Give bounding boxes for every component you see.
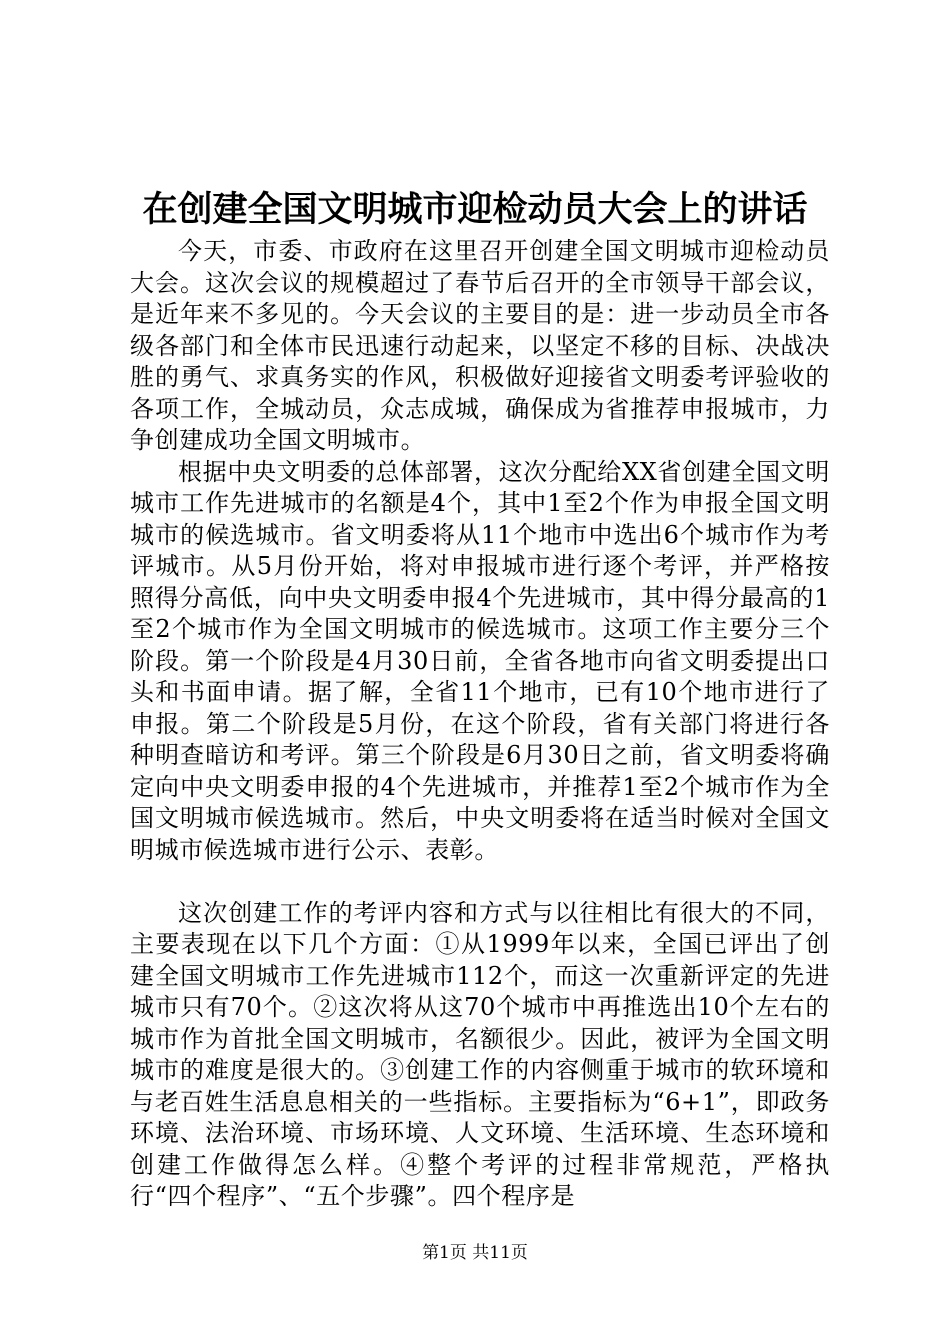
paragraph-2: 根据中央文明委的总体部署，这次分配给XX省创建全国文明城市工作先进城市的名额是4个，其中1至2个作为申报全国文明城市的候选城市。省文明委将从11个地市中选出6个城市作为考评城市。从5月份开始，将对申报城市进行逐个考评，并严格按照得分高低，向中央文明委申报4个先进城市，其中得分最高的1至2个城市作为全国文明城市的候选城市。这项工作主要分三个阶段。第一个阶段是4月30日前，全省各地市向省文明委提出口头和书面申请。据了解，全省11个地市，已有10个地市进行了申报。第二个阶段是5月份，在这个阶段，省有关部门将进行各种明查暗访和考评。第三个阶段是6月30日之前，省文明委将确定向中央文明委申报的4个先进城市，并推荐1至2个城市作为全国文明城市候选城市。然后，中央文明委将在适当时候对全国文明城市候选城市进行公示、表彰。 (130, 457, 830, 864)
document-body (130, 236, 830, 1213)
document-title: 在创建全国文明城市迎检动员大会上的讲话 (142, 189, 808, 230)
page-number-footer: 第1页 共11页 (422, 1243, 528, 1263)
paragraph-1: 今天，市委、市政府在这里召开创建全国文明城市迎检动员大会。这次会议的规模超过了春节后召开的全市领导干部会议，是近年来不多见的。今天会议的主要目的是：进一步动员全市各级各部门和全体市民迅速行动起来，以坚定不移的目标、决战决胜的勇气、求真务实的作风，积极做好迎接省文明委考评验收的各项工作，全城动员，众志成城，确保成为省推荐申报城市，力争创建成功全国文明城市。 (130, 237, 830, 454)
paragraph-3: 这次创建工作的考评内容和方式与以往相比有很大的不同，主要表现在以下几个方面：①从1999年以来，全国已评出了创建全国文明城市工作先进城市112个，而这一次重新评定的先进城市只有70个。②这次将从这70个城市中再推选出10个左右的城市作为首批全国文明城市，名额很少。因此，被评为全国文明城市的难度是很大的。③创建工作的内容侧重于城市的软环境和与老百姓生活息息相关的一些指标。主要指标为“6+1”，即政务环境、法治环境、市场环境、人文环境、生活环境、生态环境和创建工作做得怎么样。④整个考评的过程非常规范，严格执行“四个程序”、“五个步骤”。四个程序是 (130, 898, 830, 1210)
